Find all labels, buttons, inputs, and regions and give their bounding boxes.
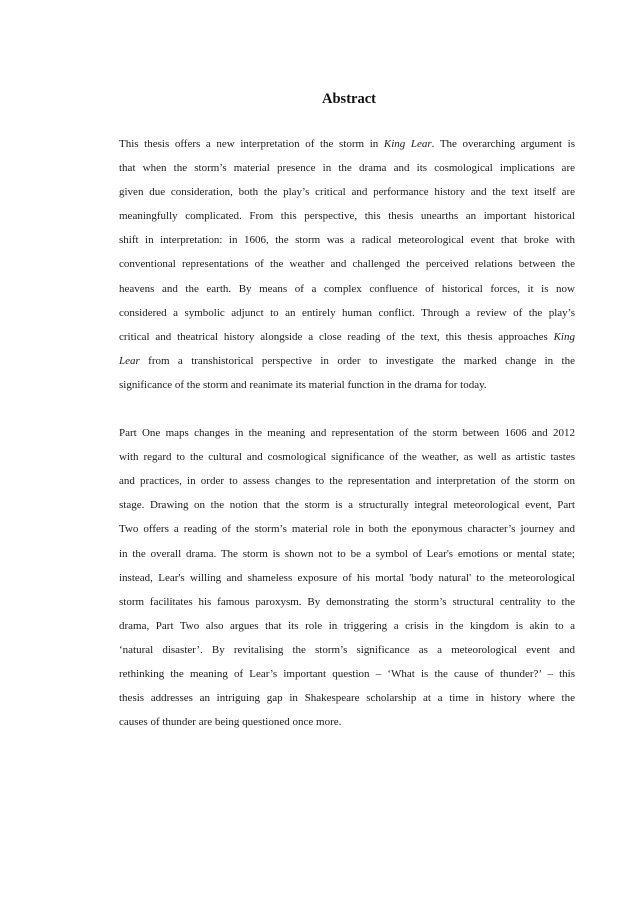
- paragraph-gap: [119, 397, 575, 421]
- text-line: Part One maps changes in the meaning and representation of the storm between 1606 and 2012: [119, 427, 575, 440]
- text-line: considered a symbolic adjunct to an entirely human conflict. Through a review of the play’s: [119, 306, 575, 319]
- text-line: heavens and the earth. By means of a complex confluence of historical forces, it is now: [119, 282, 575, 295]
- text-line: Lear from a transhistorical perspective in order to investigate the marked change in the: [119, 354, 575, 367]
- text-line: critical and theatrical history alongside a close reading of the text, this thesis approaches King: [119, 330, 575, 343]
- abstract-paragraph-2: [119, 421, 575, 734]
- text-line: shift in interpretation: in 1606, the storm was a radical meteorological event that broke with: [119, 234, 575, 247]
- text-line: that when the storm’s material presence in the drama and its cosmological implications are: [119, 162, 575, 175]
- text-line: Two offers a reading of the storm’s material role in both the eponymous character’s journey and: [119, 523, 575, 536]
- text-line: instead, Lear's willing and shameless exposure of his mortal 'body natural' to the meteorological: [119, 571, 575, 584]
- text-line: in the overall drama. The storm is shown not to be a symbol of Lear's emotions or mental state;: [119, 547, 575, 560]
- text-line: This thesis offers a new interpretation of the storm in King Lear. The overarching argument is: [119, 138, 575, 150]
- text-line: conventional representations of the weather and challenged the perceived relations between the: [119, 258, 575, 271]
- text-line: significance of the storm and reanimate its material function in the drama for today.: [119, 378, 487, 391]
- text-line: and practices, in order to assess changes to the representation and interpretation of the storm on: [119, 475, 575, 488]
- abstract-paragraph-1: [119, 132, 575, 397]
- text-line: thesis addresses an intriguing gap in Shakespeare scholarship at a time in history where the: [119, 692, 575, 705]
- text-line: drama, Part Two also argues that its role in triggering a crisis in the kingdom is akin to a: [119, 619, 575, 632]
- abstract-body: [119, 132, 575, 734]
- text-line: causes of thunder are being questioned once more.: [119, 716, 342, 729]
- text-line: given due consideration, both the play’s critical and performance history and the text itself are: [119, 186, 575, 199]
- text-line: rethinking the meaning of Lear’s important question – ‘What is the cause of thunder?’ – this: [119, 667, 575, 680]
- text-line: with regard to the cultural and cosmological significance of the weather, as well as artistic tastes: [119, 451, 575, 464]
- text-line: stage. Drawing on the notion that the storm is a structurally integral meteorological event, Part: [119, 499, 575, 512]
- text-line: storm facilitates his famous paroxysm. By demonstrating the storm’s structural centrality to the: [119, 595, 575, 608]
- text-line: ‘natural disaster’. By revitalising the storm’s significance as a meteorological event and: [119, 643, 575, 656]
- abstract-heading: Abstract: [322, 91, 376, 107]
- text-line: meaningfully complicated. From this perspective, this thesis unearths an important historical: [119, 210, 575, 223]
